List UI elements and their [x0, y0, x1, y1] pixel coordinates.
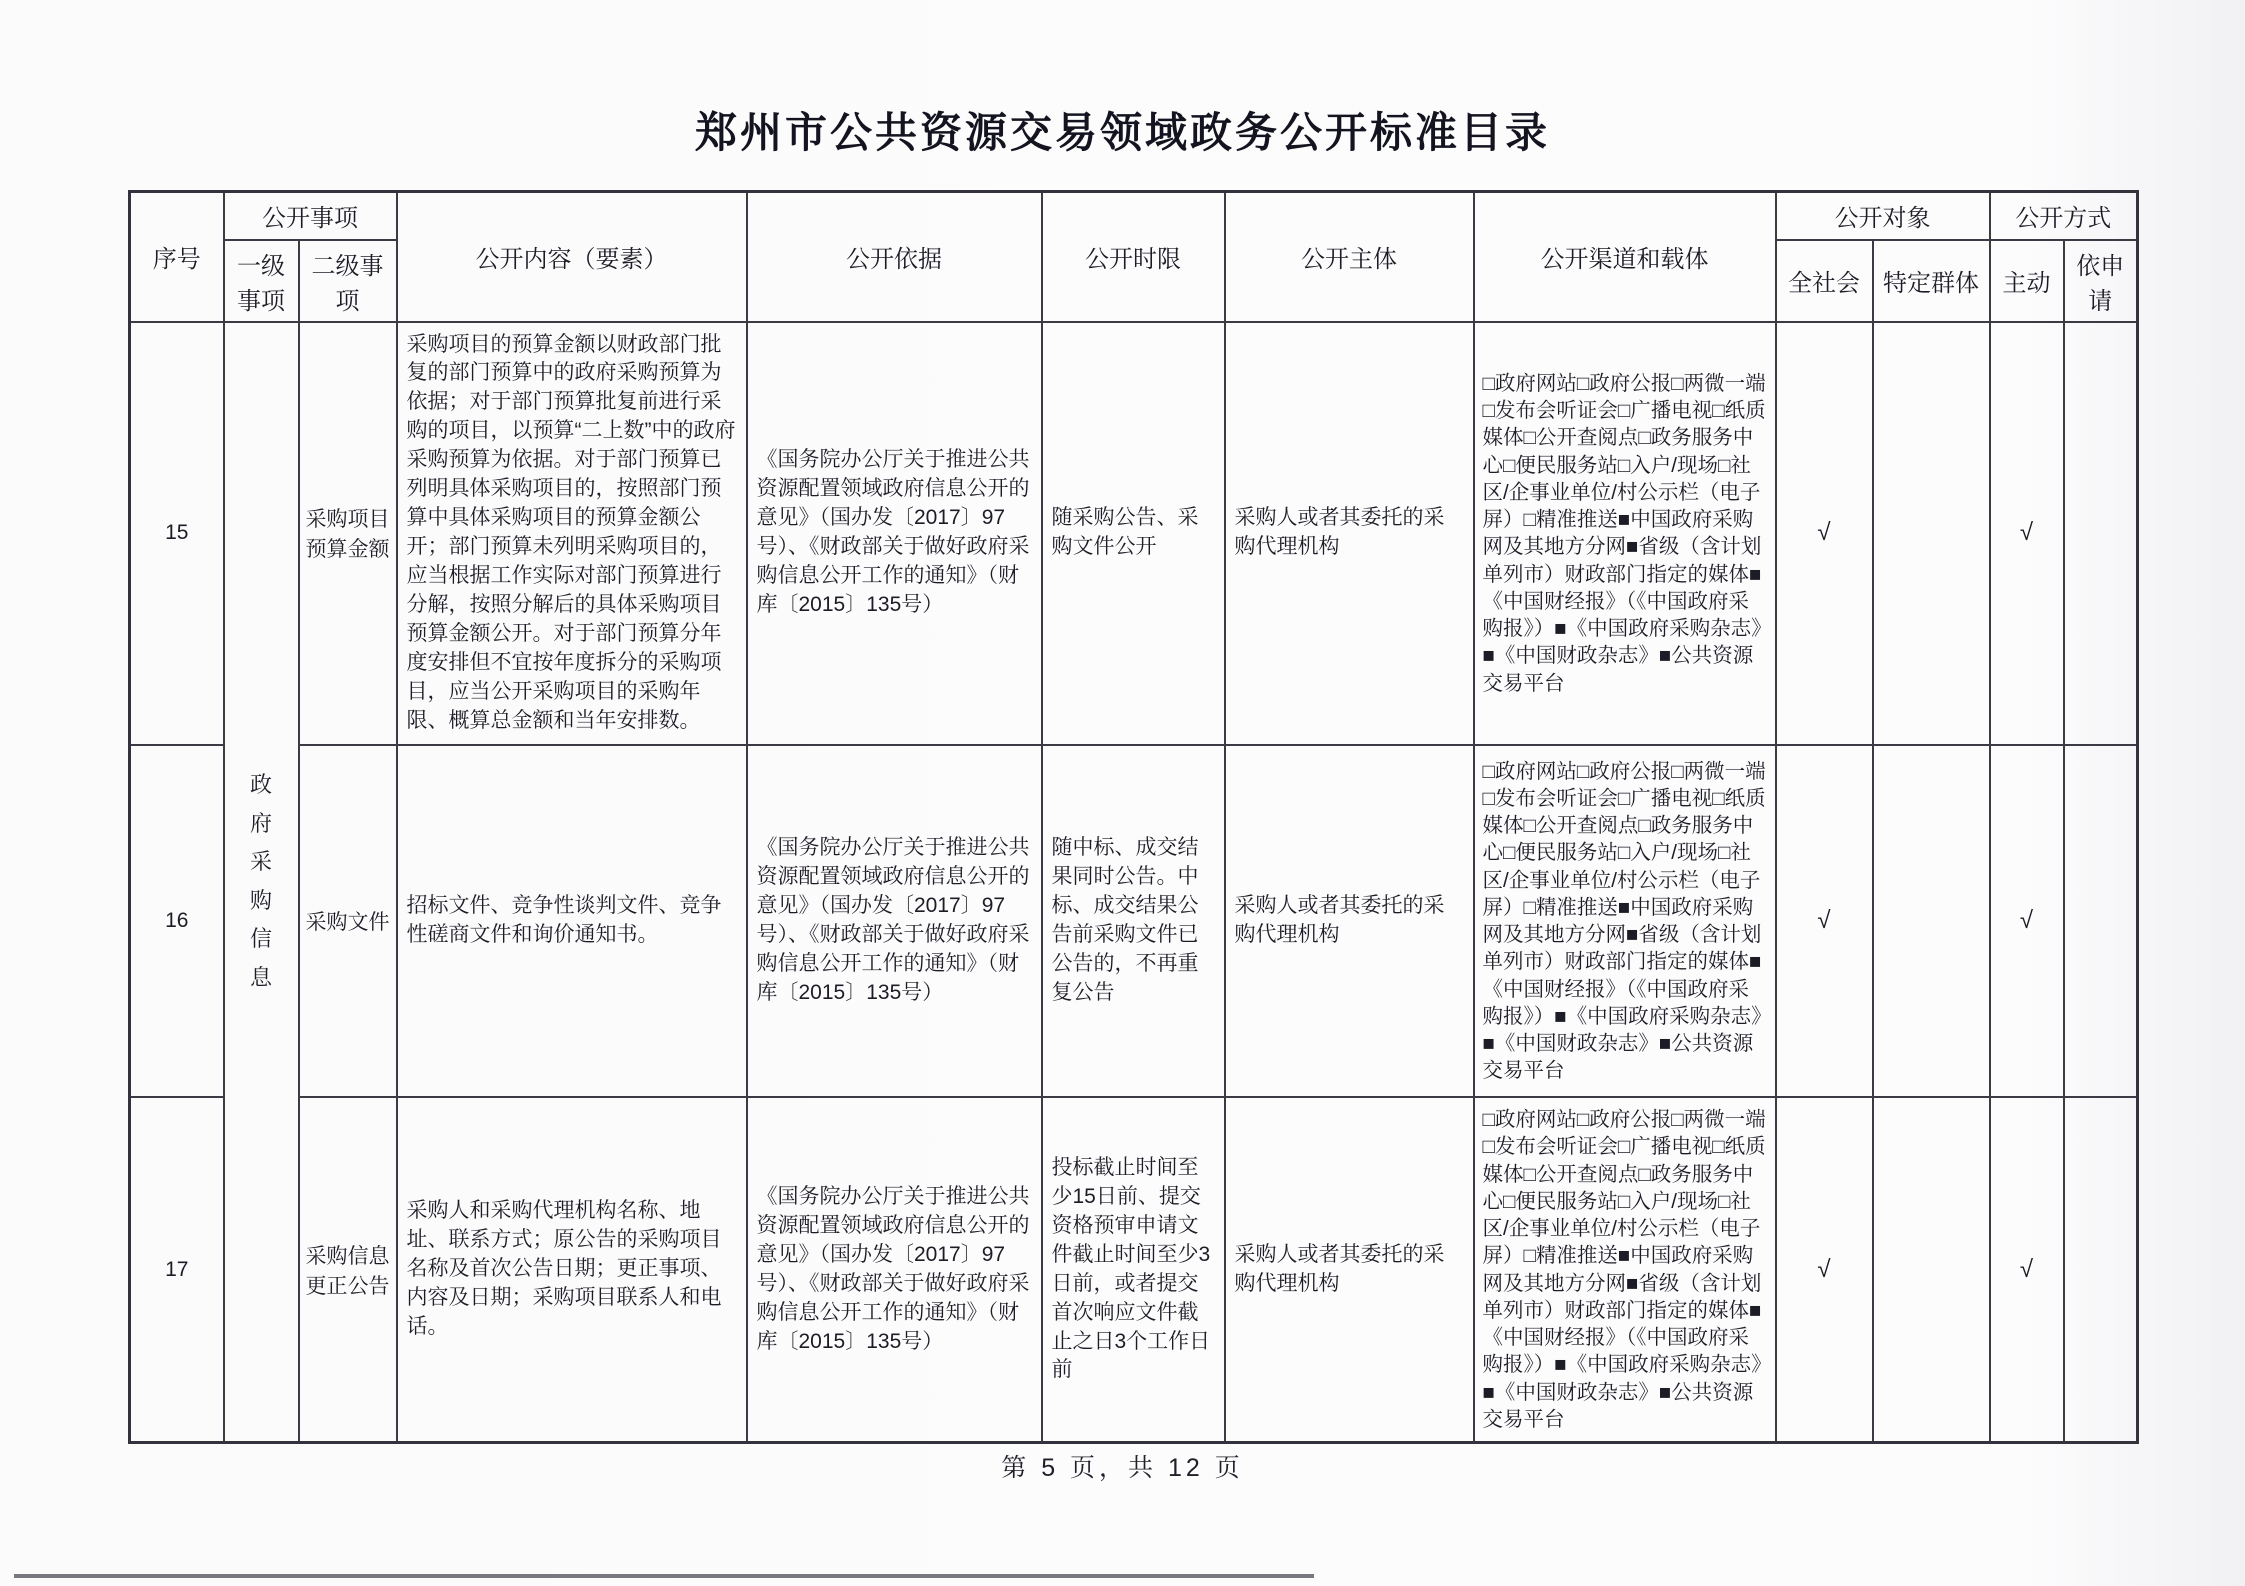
content-cell: 采购人和采购代理机构名称、地址、联系方式；原公告的采购项目名称及首次公告日期；更正事项、内容及日期；采购项目联系人和电话。	[397, 1097, 747, 1443]
disclosure-standards-table	[128, 190, 2139, 1444]
content-cell: 招标文件、竞争性谈判文件、竞争性磋商文件和询价通知书。	[397, 745, 747, 1097]
header-primary-item: 一级事项	[224, 240, 299, 322]
secondary-item-cell: 采购项目预算金额	[299, 322, 397, 746]
secondary-item-cell: 采购文件	[299, 745, 397, 1097]
channel-cell: □政府网站□政府公报□两微一端□发布会听证会□广播电视□纸质媒体□公开查阅点□政务服务中心□便民服务站□入户/现场□社区/企事业单位/村公示栏（电子屏）□精准推送■中国政府采购网及其地方分网■省级（含计划单列市）财政部门指定的媒体■《中国财经报》（《中国政府采购报》）■《中国政府采购杂志》■《中国财政杂志》■公共资源交易平台	[1474, 745, 1776, 1097]
header-serial-number: 序号	[130, 192, 224, 322]
primary-item-cell	[224, 322, 299, 1443]
checkmark-on-request	[2064, 1097, 2138, 1443]
row-number: 16	[130, 745, 224, 1097]
basis-cell: 《国务院办公厅关于推进公共资源配置领域政府信息公开的意见》（国办发〔2017〕97号）、《财政部关于做好政府采购信息公开工作的通知》（财库〔2015〕135号）	[747, 745, 1042, 1097]
checkmark-proactive: √	[1990, 322, 2064, 746]
checkmark-specific-group	[1873, 745, 1990, 1097]
scan-artifact-line	[14, 1574, 1314, 1578]
primary-item-label: 政府采购信息	[249, 772, 272, 990]
checkmark-all-society: √	[1776, 1097, 1873, 1443]
checkmark-proactive: √	[1990, 745, 2064, 1097]
header-proactive: 主动	[1990, 240, 2064, 322]
table-row-15	[130, 322, 2138, 746]
checkmark-specific-group	[1873, 322, 1990, 746]
subject-cell: 采购人或者其委托的采购代理机构	[1225, 322, 1474, 746]
subject-cell: 采购人或者其委托的采购代理机构	[1225, 1097, 1474, 1443]
header-disclosure-content: 公开内容（要素）	[397, 192, 747, 322]
secondary-item-cell: 采购信息更正公告	[299, 1097, 397, 1443]
time-limit-cell: 随采购公告、采购文件公开	[1042, 322, 1225, 746]
header-disclosure-items-group: 公开事项	[224, 192, 397, 240]
header-row-top	[130, 192, 2138, 240]
header-secondary-item: 二级事项	[299, 240, 397, 322]
content-cell: 采购项目的预算金额以财政部门批复的部门预算中的政府采购预算为依据；对于部门预算批复前进行采购的项目，以预算“二上数”中的政府采购预算为依据。对于部门预算已列明具体采购项目的，按照部门预算中具体采购项目的预算金额公开；部门预算未列明采购项目的，应当根据工作实际对部门预算进行分解，按照分解后的具体采购项目预算金额公开。对于部门预算分年度安排但不宜按年度拆分的采购项目，应当公开采购项目的采购年限、概算总金额和当年安排数。	[397, 322, 747, 746]
checkmark-on-request	[2064, 322, 2138, 746]
document-title: 郑州市公共资源交易领域政务公开标准目录	[694, 109, 1550, 156]
header-disclosure-target-group: 公开对象	[1776, 192, 1990, 240]
header-disclosure-subject: 公开主体	[1225, 192, 1474, 322]
header-on-request: 依申请	[2064, 240, 2138, 322]
basis-cell: 《国务院办公厅关于推进公共资源配置领域政府信息公开的意见》（国办发〔2017〕97号）、《财政部关于做好政府采购信息公开工作的通知》（财库〔2015〕135号）	[747, 322, 1042, 746]
channel-cell: □政府网站□政府公报□两微一端□发布会听证会□广播电视□纸质媒体□公开查阅点□政务服务中心□便民服务站□入户/现场□社区/企事业单位/村公示栏（电子屏）□精准推送■中国政府采购网及其地方分网■省级（含计划单列市）财政部门指定的媒体■《中国财经报》（《中国政府采购报》）■《中国政府采购杂志》■《中国财政杂志》■公共资源交易平台	[1474, 322, 1776, 746]
row-number: 17	[130, 1097, 224, 1443]
basis-cell: 《国务院办公厅关于推进公共资源配置领域政府信息公开的意见》（国办发〔2017〕97号）、《财政部关于做好政府采购信息公开工作的通知》（财库〔2015〕135号）	[747, 1097, 1042, 1443]
header-specific-group: 特定群体	[1873, 240, 1990, 322]
subject-cell: 采购人或者其委托的采购代理机构	[1225, 745, 1474, 1097]
page-number-footer: 第 5 页，共 12 页	[1001, 1454, 1244, 1482]
checkmark-specific-group	[1873, 1097, 1990, 1443]
checkmark-all-society: √	[1776, 322, 1873, 746]
channel-cell: □政府网站□政府公报□两微一端□发布会听证会□广播电视□纸质媒体□公开查阅点□政务服务中心□便民服务站□入户/现场□社区/企事业单位/村公示栏（电子屏）□精准推送■中国政府采购网及其地方分网■省级（含计划单列市）财政部门指定的媒体■《中国财经报》（《中国政府采购报》）■《中国政府采购杂志》■《中国财政杂志》■公共资源交易平台	[1474, 1097, 1776, 1443]
header-all-society: 全社会	[1776, 240, 1873, 322]
row-number: 15	[130, 322, 224, 746]
header-disclosure-channel: 公开渠道和载体	[1474, 192, 1776, 322]
header-disclosure-time-limit: 公开时限	[1042, 192, 1225, 322]
time-limit-cell: 随中标、成交结果同时公告。中标、成交结果公告前采购文件已公告的，不再重复公告	[1042, 745, 1225, 1097]
header-disclosure-basis: 公开依据	[747, 192, 1042, 322]
checkmark-all-society: √	[1776, 745, 1873, 1097]
table-row-17	[130, 1097, 2138, 1443]
time-limit-cell: 投标截止时间至少15日前、提交资格预审申请文件截止时间至少3日前，或者提交首次响应文件截止之日3个工作日前	[1042, 1097, 1225, 1443]
table-row-16	[130, 745, 2138, 1097]
checkmark-proactive: √	[1990, 1097, 2064, 1443]
checkmark-on-request	[2064, 745, 2138, 1097]
header-disclosure-method-group: 公开方式	[1990, 192, 2138, 240]
